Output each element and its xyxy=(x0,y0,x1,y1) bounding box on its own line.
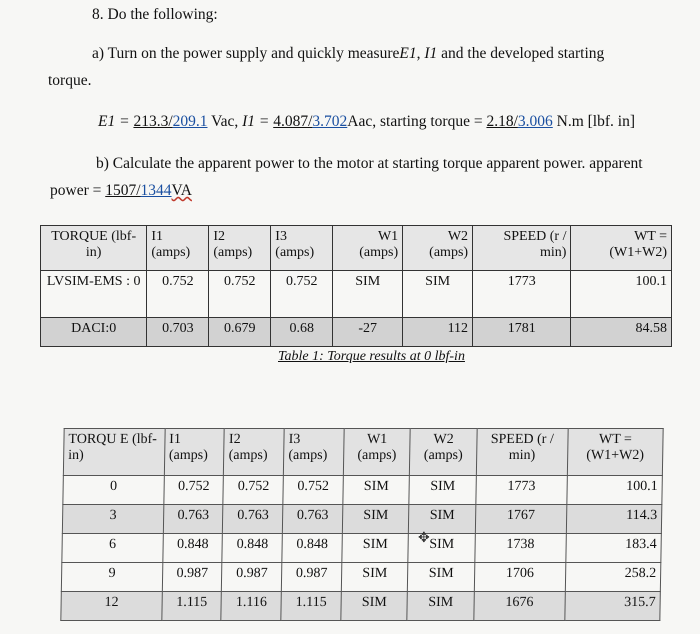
i1-label: I1 = xyxy=(242,113,274,130)
header-speed: SPEED (r / min) xyxy=(476,429,568,476)
table-cell: 1773 xyxy=(473,271,571,318)
header-w1: W1 (amps) xyxy=(343,429,410,476)
header-i3: I3 (amps) xyxy=(284,429,345,476)
table-cell: 0.763 xyxy=(163,505,223,534)
header-i3: I3 (amps) xyxy=(271,226,333,271)
table-cell: 0.848 xyxy=(282,534,342,563)
table-cell: 0.752 xyxy=(147,271,209,318)
i1-unit: Aac, starting torque = xyxy=(347,113,487,130)
table-cell: 0.752 xyxy=(223,476,283,505)
table-cell: SIM xyxy=(409,505,476,534)
table-cell: 1676 xyxy=(474,592,566,621)
table-cell: 0.752 xyxy=(164,476,224,505)
table-cell: 0 xyxy=(63,476,164,505)
table-cell: SIM xyxy=(333,271,403,318)
table-cell: SIM xyxy=(342,505,409,534)
table-cell: SIM xyxy=(343,476,410,505)
part-a-prefix: a) Turn on the power supply and quickly measure xyxy=(92,45,400,62)
table-row xyxy=(41,318,672,347)
power-label: power = xyxy=(50,182,106,199)
header-i1: I1 (amps) xyxy=(164,429,225,476)
table-cell: 1.115 xyxy=(281,592,341,621)
table-cell: 0.987 xyxy=(222,563,282,592)
header-torque: TORQU E (lbf-in) xyxy=(63,429,165,476)
table-row xyxy=(61,592,661,621)
table-cell: 1773 xyxy=(476,476,568,505)
table-cell: SIM xyxy=(408,563,475,592)
part-a-text xyxy=(92,45,604,63)
table-cell: 84.58 xyxy=(571,318,672,347)
e1-symbol: E1 xyxy=(399,45,417,62)
table-cell: SIM xyxy=(341,563,408,592)
table-cell: SIM xyxy=(342,534,409,563)
table-cell: -27 xyxy=(333,318,403,347)
table-cell: 0.752 xyxy=(209,271,271,318)
question-title: 8. Do the following: xyxy=(92,6,218,23)
header-i2: I2 (amps) xyxy=(224,429,285,476)
torque-unit: N.m [lbf. in] xyxy=(552,113,635,130)
header-torque: TORQUE (lbf-in) xyxy=(41,226,147,271)
table-cell: DACI:0 xyxy=(41,318,147,347)
table-cell: 1738 xyxy=(475,534,567,563)
table-cell: 0.752 xyxy=(271,271,333,318)
table-cell: 6 xyxy=(62,534,163,563)
table-cell: 9 xyxy=(61,563,162,592)
header-w1: W1 (amps) xyxy=(333,226,403,271)
table-cell: 1767 xyxy=(475,505,567,534)
e1-label: E1 = xyxy=(98,113,134,130)
table-cell: 0.763 xyxy=(223,505,283,534)
power-line xyxy=(50,182,192,200)
power-unit: VA xyxy=(171,182,192,199)
table-cell: 0.68 xyxy=(271,318,333,347)
table-cell: 0.752 xyxy=(283,476,343,505)
table-cell: 315.7 xyxy=(565,592,661,621)
table-row xyxy=(62,534,662,563)
i1-value-2: 3.702 xyxy=(312,113,348,130)
table-cell: 100.1 xyxy=(567,476,663,505)
i1-symbol: I1 xyxy=(424,45,438,62)
table-cell: SIM xyxy=(341,592,408,621)
table-cell: 1.115 xyxy=(162,592,222,621)
table-cell: SIM xyxy=(408,534,475,563)
move-cursor-icon: ✥ xyxy=(418,531,430,546)
table-cell: 0.848 xyxy=(163,534,223,563)
part-a-suffix: and the developed starting xyxy=(437,45,605,62)
table-cell: SIM xyxy=(409,476,476,505)
e1-value: 213.3/ xyxy=(133,113,173,130)
measurement-line xyxy=(98,113,635,131)
torque-results-table-1 xyxy=(40,225,672,347)
header-wt: WT = (W1+W2) xyxy=(567,429,663,476)
table-cell: 3 xyxy=(62,505,163,534)
header-speed: SPEED (r / min) xyxy=(473,226,571,271)
table-cell: 0.763 xyxy=(283,505,343,534)
header-w2: W2 (amps) xyxy=(410,429,477,476)
table-cell: 0.679 xyxy=(209,318,271,347)
header-wt: WT = (W1+W2) xyxy=(571,226,672,271)
power-value: 1507/ xyxy=(105,182,141,199)
table-cell: 100.1 xyxy=(571,271,672,318)
part-b-text: b) Calculate the apparent power to the motor at starting torque apparent power. apparent xyxy=(96,155,643,172)
header-i1: I1 (amps) xyxy=(147,226,209,271)
table-1-caption: Table 1: Torque results at 0 lbf-in xyxy=(278,349,465,364)
table-header-row xyxy=(41,226,672,271)
e1-unit: Vac, xyxy=(207,113,243,130)
i1-value: 4.087/ xyxy=(273,113,313,130)
torque-value-2: 3.006 xyxy=(517,113,553,130)
table-cell: 12 xyxy=(61,592,162,621)
table-row xyxy=(63,476,663,505)
e1-value-2: 209.1 xyxy=(172,113,208,130)
table-row xyxy=(61,563,661,592)
table-cell: LVSIM-EMS : 0 xyxy=(41,271,147,318)
table-cell: 1.116 xyxy=(221,592,281,621)
table-cell: 183.4 xyxy=(566,534,662,563)
table-cell: 0.848 xyxy=(222,534,282,563)
part-a-wrap: torque. xyxy=(48,72,92,89)
table-cell: 112 xyxy=(403,318,473,347)
table-cell: 0.987 xyxy=(162,563,222,592)
torque-results-table-2 xyxy=(60,428,663,621)
power-value-2: 1344 xyxy=(140,182,172,199)
table-header-row xyxy=(63,429,663,476)
header-i2: I2 (amps) xyxy=(209,226,271,271)
table-cell: 0.703 xyxy=(147,318,209,347)
header-w2: W2 (amps) xyxy=(403,226,473,271)
table-cell: 114.3 xyxy=(566,505,662,534)
table-cell: SIM xyxy=(403,271,473,318)
table-cell: 0.987 xyxy=(282,563,342,592)
comma: , xyxy=(416,45,421,62)
table-row xyxy=(62,505,662,534)
table-cell: 1706 xyxy=(474,563,566,592)
table-row xyxy=(41,271,672,318)
table-cell: 1781 xyxy=(473,318,571,347)
table-cell: SIM xyxy=(407,592,474,621)
table-cell: 258.2 xyxy=(565,563,661,592)
torque-value: 2.18/ xyxy=(486,113,518,130)
